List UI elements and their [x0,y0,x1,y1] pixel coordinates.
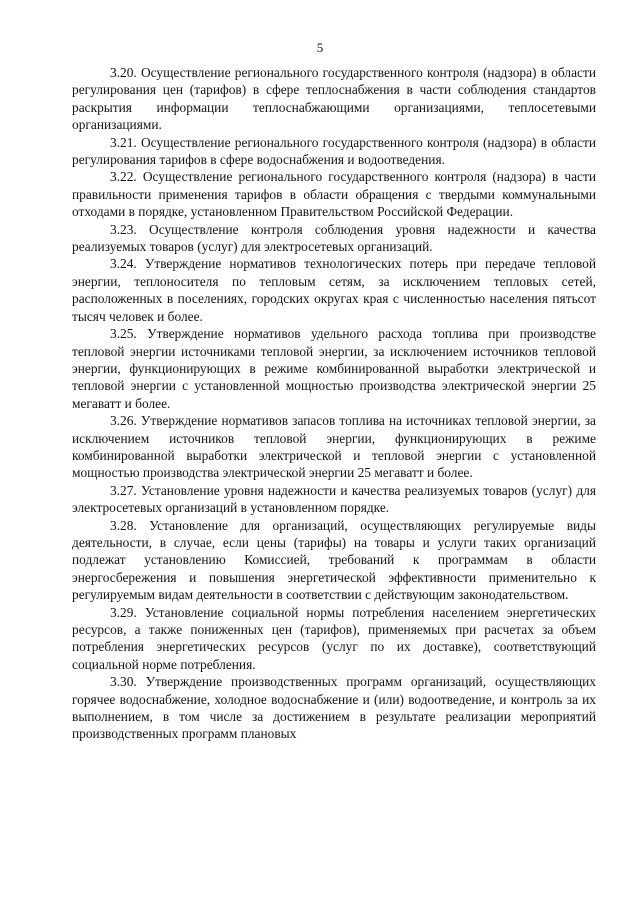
paragraph-3-30: 3.30. Утверждение производственных программ организаций, осуществляющих горячее водоснабжение, холодное водоснабжение и (или) водоотведение, и контроль за их выполнением, в том числе за достижением в результате реализации мероприятий производственных программ плановых [72,674,596,742]
paragraph-3-22: 3.22. Осуществление регионального государственного контроля (надзора) в части правильности применения тарифов в области обращения с твердыми коммунальными отходами в порядке, установленном Правительством Российской Федерации. [72,169,596,220]
paragraph-3-27: 3.27. Установление уровня надежности и качества реализуемых товаров (услуг) для электросетевых организаций в установленном порядке. [72,482,596,516]
paragraph-3-28: 3.28. Установление для организаций, осуществляющих регулируемые виды деятельности, в случае, если цены (тарифы) на товары и услуги таких организаций подлежат установлению Комиссией, требований к программам в области энергосбережения и повышения энергетической эффективности применительно к регулируемым видам деятельности в соответствии с действующим законодательством. [72,517,596,603]
paragraph-3-24: 3.24. Утверждение нормативов технологических потерь при передаче тепловой энергии, теплоносителя по тепловым сетям, за исключением тепловых сетей, расположенных в поселениях, городских округах края с численностью населения пятьсот тысяч человек и более. [72,256,596,324]
paragraph-3-26: 3.26. Утверждение нормативов запасов топлива на источниках тепловой энергии, за исключением источников тепловой энергии, функционирующих в режиме комбинированной выработки электрической и тепловой энергии с установленной мощностью производства электрической энергии 25 мегаватт и более. [72,413,596,481]
paragraph-3-25: 3.25. Утверждение нормативов удельного расхода топлива при производстве тепловой энергии источниками тепловой энергии, за исключением источников тепловой энергии, функционирующих в режиме комбинированной выработки электрической и тепловой энергии с установленной мощностью производства электрической энергии 25 мегаватт и более. [72,326,596,411]
paragraph-3-20: 3.20. Осуществление регионального государственного контроля (надзора) в области регулирования цен (тарифов) в сфере теплоснабжения в части соблюдения стандартов раскрытия информации теплоснабжающими организациями, теплосетевыми организациями. [72,65,596,133]
paragraph-3-23: 3.23. Осуществление контроля соблюдения уровня надежности и качества реализуемых товаров (услуг) для электросетевых организаций. [72,221,596,255]
document-body [72,64,596,743]
paragraph-3-29: 3.29. Установление социальной нормы потребления населением энергетических ресурсов, а также пониженных цен (тарифов), применяемых при расчетах за объем потребления энергетических ресурсов (услуг по их доставке), соответствующий социальной норме потребления. [72,604,596,672]
page-number: 5 [316,40,324,55]
paragraph-3-21: 3.21. Осуществление регионального государственного контроля (надзора) в области регулирования тарифов в сфере водоснабжения и водоотведения. [72,134,596,168]
